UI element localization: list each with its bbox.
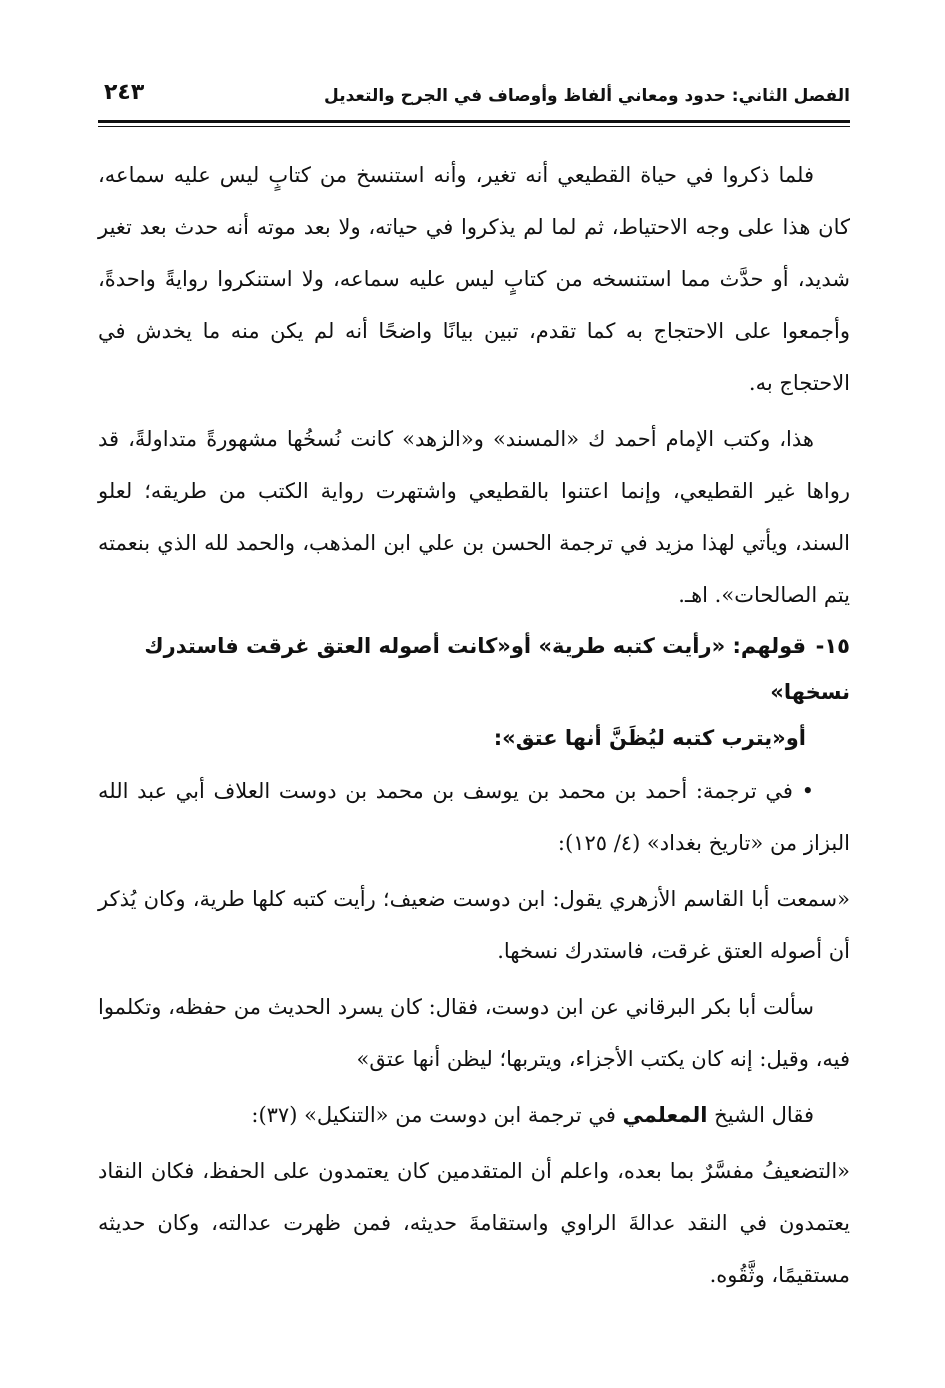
section-heading-line1: قولهم: «رأيت كتبه طرية» أو«كانت أصوله العتق غرقت فاستدرك نسخها» — [144, 634, 850, 704]
quote-tankil: «التضعيفُ مفسَّرٌ بما بعده، واعلم أن المتقدمين كان يعتمدون على الحفظ، فكان النقاد يعتمدون في النقد عدالةَ الراوي واستقامةَ حديثه، فمن ظهرت عدالته، وكان حديثه مستقيمًا، وثَّقُوه. — [98, 1159, 850, 1287]
book-page — [98, 80, 850, 1301]
entry-muallimi-intro — [98, 1089, 850, 1141]
header-rule-thick — [98, 120, 850, 123]
section-heading-line2: أو«يترب كتبه ليُظَنَّ أنها عتق»: — [493, 726, 806, 750]
page-number: ٢٤٣ — [104, 80, 145, 105]
quote-azhari: «سمعت أبا القاسم الأزهري يقول: ابن دوست ضعيف؛ رأيت كتبه كلها طرية، وكان يُذكر أن أصوله العتق غرقت، فاستدرك نسخها. — [98, 887, 850, 963]
muallimi-name: المعلمي — [622, 1103, 708, 1127]
entry-biography-reference: • في ترجمة: أحمد بن محمد بن يوسف بن محمد بن دوست العلاف أبي عبد الله البزاز من «تاريخ بغداد» (٤/ ١٢٥): — [98, 779, 850, 855]
quote-barqani: سألت أبا بكر البرقاني عن ابن دوست، فقال: كان يسرد الحديث من حفظه، وتكلموا فيه، وقيل: إنه كان يكتب الأجزاء، ويتربها؛ ليظن أنها عتق» — [98, 995, 850, 1071]
section-number: ١٥- — [815, 634, 850, 658]
section-heading — [98, 623, 850, 761]
page-body — [98, 149, 850, 1301]
running-title: الفصل الثاني: حدود ومعاني ألفاظ وأوصاف في الجرح والتعديل — [324, 86, 850, 106]
muallimi-intro-after: في ترجمة ابن دوست من «التنكيل» (٣٧): — [251, 1103, 623, 1127]
paragraph-imam-ahmad-books: هذا، وكتب الإمام أحمد ك «المسند» و«الزهد» كانت نُسخُها مشهورةً متداولةً، قد رواها غير القطيعي، وإنما اعتنوا بالقطيعي واشتهرت رواية الكتب من طريقه؛ لعلو السند، ويأتي لهذا مزيد في ترجمة الحسن بن علي ابن المذهب، والحمد لله الذي بنعمته يتم الصالحات». اهـ. — [98, 427, 850, 607]
muallimi-intro-before: فقال الشيخ — [707, 1103, 814, 1127]
page-header — [98, 80, 850, 116]
header-rule-thin — [98, 126, 850, 127]
paragraph-qatii-argument: فلما ذكروا في حياة القطيعي أنه تغير، وأنه استنسخ من كتابٍ ليس عليه سماعه، كان هذا على وجه الاحتياط، ثم لما لم يذكروا في حياته، ولا بعد موته أنه حدث بعد تغير شديد، أو حدَّث مما استنسخه من كتابٍ ليس عليه سماعه، ولا استنكروا روايةً واحدةً، وأجمعوا على الاحتجاج به كما تقدم، تبين بيانًا واضحًا أنه لم يكن منه ما يخدش في الاحتجاج به. — [98, 163, 850, 395]
